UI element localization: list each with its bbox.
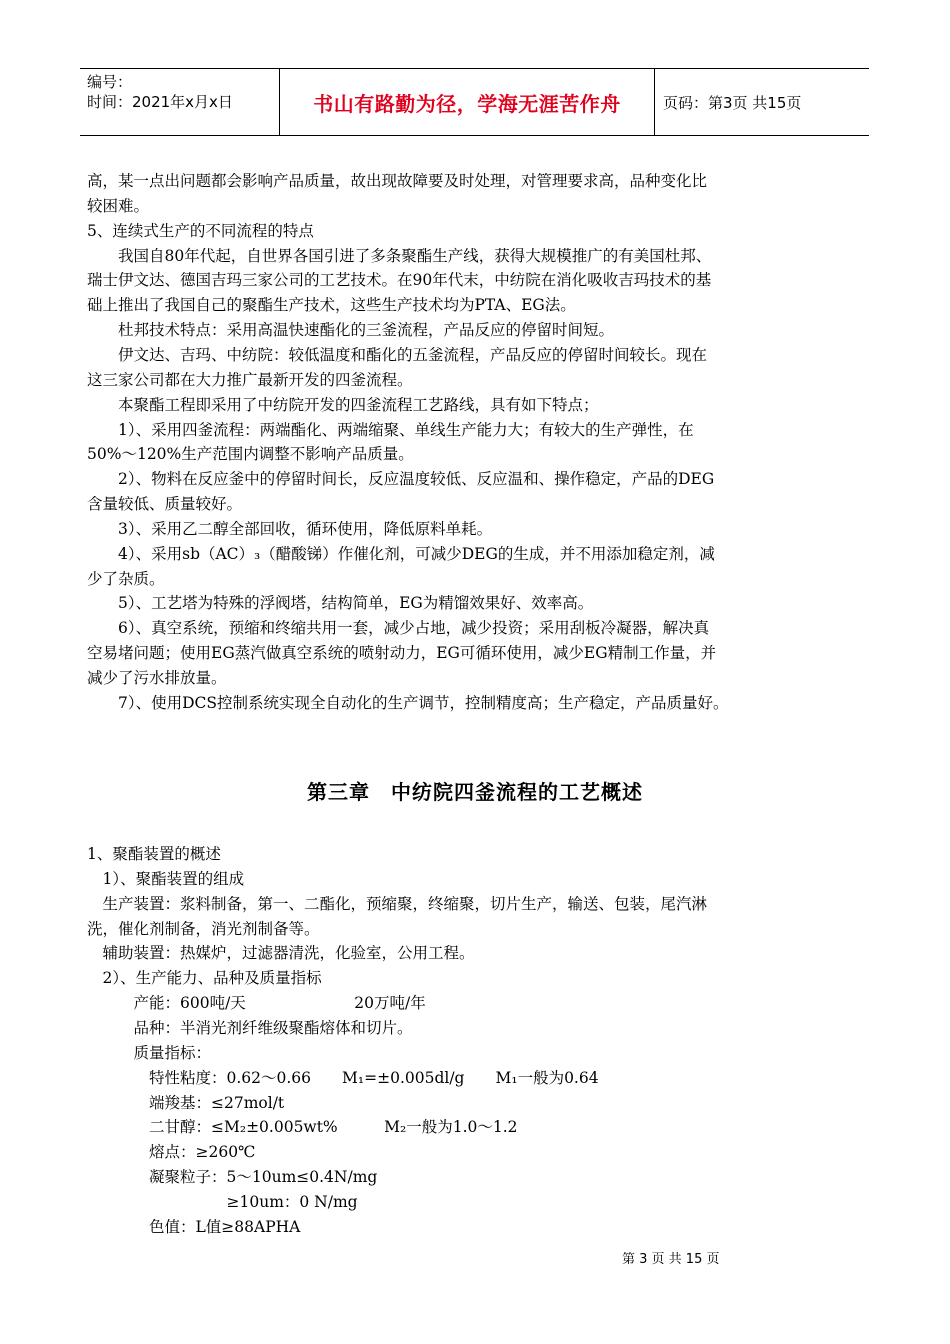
text-line: 端羧基：≤27mol/t (87, 1093, 285, 1112)
number-label: 编号： (87, 73, 133, 91)
text-line: 生产装置：浆料制备，第一、二酯化，预缩聚，终缩聚，切片生产，输送、包装，尾汽淋 (87, 894, 708, 913)
text-line: 色值：L值≥88APHA (87, 1217, 301, 1236)
text-line: 1）、聚酯装置的组成 (87, 869, 245, 888)
text-line: 5）、工艺塔为特殊的浮阀塔，结构简单，EG为精馏效果好、效率高。 (87, 594, 594, 613)
text-line: 产能：600吨/天 20万吨/年 (87, 994, 426, 1013)
text-line: 空易堵问题；使用EG蒸汽做真空系统的喷射动力，EG可循环使用，减少EG精制工作量，并 (87, 644, 717, 663)
text-line: 5、连续式生产的不同流程的特点 (87, 221, 314, 240)
text-line: 50%～120%生产范围内调整不影响产品质量。 (87, 445, 414, 464)
text-line: 伊文达、吉玛、中纺院：较低温度和酯化的五釜流程，产品反应的停留时间较长。现在 (87, 345, 708, 364)
text-line: 2）、物料在反应釜中的停留时间长，反应温度较低、反应温和、操作稳定，产品的DEG (87, 470, 715, 489)
time-label: 时间：2021年x月x日 (87, 93, 233, 111)
text-line: 3）、采用乙二醇全部回收，循环使用，降低原料单耗。 (87, 519, 493, 538)
text-line: 瑞士伊文达、德国吉玛三家公司的工艺技术。在90年代末，中纺院在消化吸收吉玛技术的基 (87, 271, 712, 290)
page-footer: 第 3 页 共 15 页 (622, 1252, 720, 1267)
chapter-title: 第三章 中纺院四釜流程的工艺概述 (307, 780, 643, 804)
text-line: 这三家公司都在大力推广最新开发的四釜流程。 (87, 370, 413, 389)
text-line: 少了杂质。 (87, 569, 165, 588)
text-line: 杜邦技术特点：采用高温快速酯化的三釜流程，产品反应的停留时间短。 (87, 321, 615, 340)
text-line: 2）、生产能力、品种及质量指标 (87, 969, 322, 988)
text-line: 洗，催化剂制备，消光剂制备等。 (87, 919, 320, 938)
text-line: 凝聚粒子：5～10um≤0.4N/mg (87, 1168, 378, 1187)
text-line: 我国自80年代起，自世界各国引进了多条聚酯生产线，获得大规模推广的有美国杜邦、 (87, 246, 712, 265)
text-line: 本聚酯工程即采用了中纺院开发的四釜流程工艺路线，具有如下特点； (87, 395, 599, 414)
text-line: 减少了污水排放量。 (87, 669, 227, 687)
header-meta (80, 69, 280, 135)
text-line: 熔点：≥260℃ (87, 1143, 256, 1162)
text-line: 1、聚酯装置的概述 (87, 845, 221, 863)
text-line: 1）、采用四釜流程：两端酯化、两端缩聚、单线生产能力大；有较大的生产弹性，在 (87, 420, 694, 439)
text-line: 二甘醇：≤M₂±0.005wt% M₂一般为1.0～1.2 (87, 1118, 518, 1137)
header-table (80, 68, 869, 136)
text-line: 4）、采用sb（AC）₃（醋酸锑）作催化剂，可减少DEG的生成，并不用添加稳定剂，减 (87, 544, 715, 563)
text-line: 含量较低、质量较好。 (87, 495, 243, 514)
text-line: 6）、真空系统，预缩和终缩共用一套，减少占地，减少投资；采用刮板冷凝器，解决真 (87, 619, 710, 638)
text-line: 础上推出了我国自己的聚酯生产技术，这些生产技术均为PTA、EG法。 (87, 296, 576, 315)
text-line: 高，某一点出问题都会影响产品质量，故出现故障要及时处理，对管理要求高，品种变化比 (87, 172, 708, 190)
text-line: 品种：半消光剂纤维级聚酯熔体和切片。 (87, 1018, 413, 1037)
header-page: 页码：第3页 共15页 (663, 93, 802, 112)
text-line: ≥10um：0 N/mg (87, 1192, 358, 1211)
text-line: 较困难。 (87, 196, 150, 215)
text-line: 质量指标： (87, 1043, 212, 1062)
header-motto: 书山有路勤为径，学海无涯苦作舟 (280, 69, 655, 135)
text-line: 辅助装置：热媒炉，过滤器清洗，化验室，公用工程。 (87, 944, 475, 963)
text-line: 7）、使用DCS控制系统实现全自动化的生产调节，控制精度高；生产稳定，产品质量好。 (87, 693, 729, 712)
text-line: 特性粘度：0.62～0.66 M₁=±0.005dl/g M₁一般为0.64 (87, 1068, 599, 1087)
